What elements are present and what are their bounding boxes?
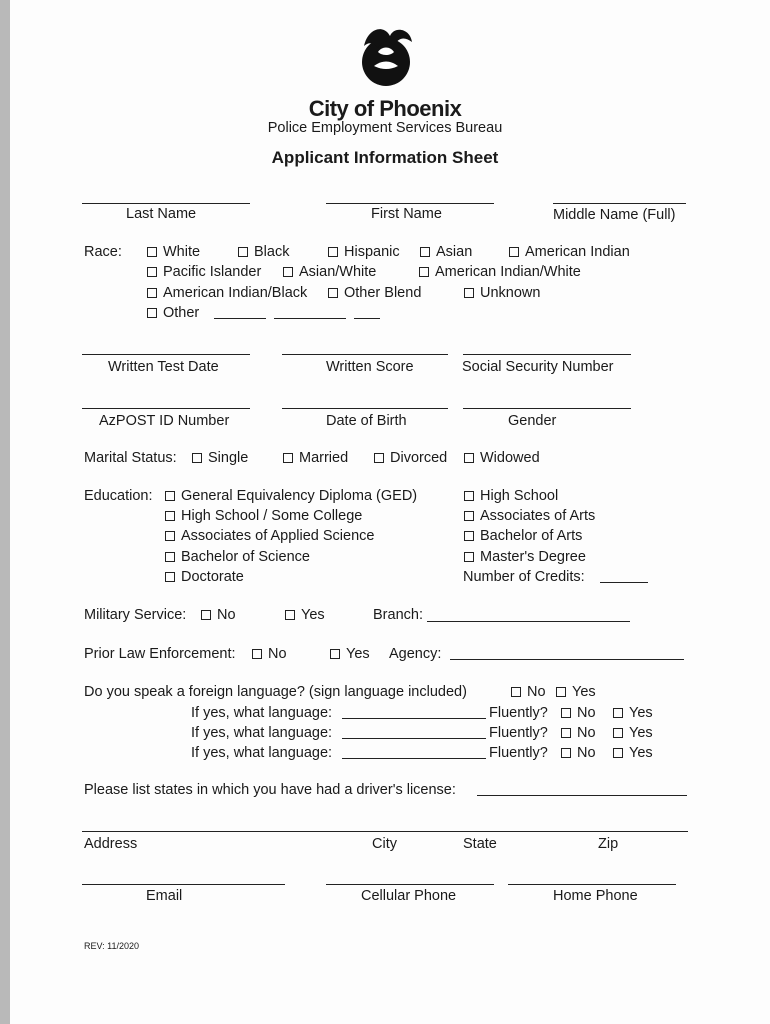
- license-line[interactable]: [477, 795, 687, 796]
- law-no-checkbox[interactable]: No: [252, 645, 287, 663]
- city-name: City of Phoenix: [308, 96, 462, 121]
- law-label: Prior Law Enforcement:: [84, 646, 236, 662]
- azpost-line[interactable]: [82, 408, 250, 409]
- credits-line[interactable]: [600, 582, 648, 583]
- edu-associates-arts-checkbox[interactable]: Associates of Arts: [464, 507, 595, 525]
- ssn-line[interactable]: [463, 354, 631, 355]
- middle-name-line[interactable]: [553, 203, 686, 204]
- language-yes-checkbox[interactable]: Yes: [556, 683, 596, 701]
- race-other-line-1[interactable]: [214, 318, 266, 319]
- language-1-line[interactable]: [342, 718, 486, 719]
- language-3-line[interactable]: [342, 758, 486, 759]
- dob-label: Date of Birth: [326, 413, 407, 429]
- fluently-2-label: Fluently?: [489, 725, 548, 741]
- law-yes-checkbox[interactable]: Yes: [330, 645, 370, 663]
- state-label: State: [463, 836, 497, 852]
- azpost-label: AzPOST ID Number: [99, 413, 230, 429]
- branch-line[interactable]: [427, 621, 630, 622]
- fluently-2-yes-checkbox[interactable]: Yes: [613, 724, 653, 742]
- race-american-indian-checkbox[interactable]: American Indian: [509, 243, 630, 261]
- gender-label: Gender: [508, 413, 557, 429]
- fluently-1-yes-checkbox[interactable]: Yes: [613, 704, 653, 722]
- fluently-1-no-checkbox[interactable]: No: [561, 704, 596, 722]
- military-yes-checkbox[interactable]: Yes: [285, 606, 325, 624]
- race-other-line-2[interactable]: [274, 318, 346, 319]
- last-name-line[interactable]: [82, 203, 250, 204]
- bureau-name: Police Employment Services Bureau: [267, 120, 503, 136]
- fluently-1-label: Fluently?: [489, 705, 548, 721]
- language-3-label: If yes, what language:: [191, 745, 333, 761]
- race-asian-white-checkbox[interactable]: Asian/White: [283, 263, 376, 281]
- language-2-line[interactable]: [342, 738, 486, 739]
- marital-married-checkbox[interactable]: Married: [283, 449, 348, 467]
- marital-label: Marital Status:: [84, 450, 177, 466]
- race-white-checkbox[interactable]: White: [147, 243, 200, 261]
- race-pacific-islander-checkbox[interactable]: Pacific Islander: [147, 263, 261, 281]
- race-unknown-checkbox[interactable]: Unknown: [464, 284, 540, 302]
- edu-high-school-checkbox[interactable]: High School: [464, 487, 558, 505]
- form-title: Applicant Information Sheet: [271, 148, 499, 167]
- ssn-label: Social Security Number: [462, 359, 614, 375]
- fluently-2-no-checkbox[interactable]: No: [561, 724, 596, 742]
- military-no-checkbox[interactable]: No: [201, 606, 236, 624]
- agency-line[interactable]: [450, 659, 684, 660]
- race-american-indian-white-checkbox[interactable]: American Indian/White: [419, 263, 581, 281]
- edu-associates-applied-science-checkbox[interactable]: Associates of Applied Science: [165, 527, 374, 545]
- fluently-3-label: Fluently?: [489, 745, 548, 761]
- race-asian-checkbox[interactable]: Asian: [420, 243, 472, 261]
- marital-widowed-checkbox[interactable]: Widowed: [464, 449, 540, 467]
- written-test-date-line[interactable]: [82, 354, 250, 355]
- edu-ged-checkbox[interactable]: General Equivalency Diploma (GED): [165, 487, 417, 505]
- language-question: Do you speak a foreign language? (sign language included): [84, 684, 467, 700]
- first-name-line[interactable]: [326, 203, 494, 204]
- fluently-3-no-checkbox[interactable]: No: [561, 744, 596, 762]
- race-other-checkbox[interactable]: Other: [147, 304, 199, 322]
- email-label: Email: [146, 888, 183, 904]
- cell-phone-label: Cellular Phone: [361, 888, 457, 904]
- marital-single-checkbox[interactable]: Single: [192, 449, 248, 467]
- education-label: Education:: [84, 488, 153, 504]
- language-no-checkbox[interactable]: No: [511, 683, 546, 701]
- fluently-3-yes-checkbox[interactable]: Yes: [613, 744, 653, 762]
- race-other-blend-checkbox[interactable]: Other Blend: [328, 284, 421, 302]
- edu-doctorate-checkbox[interactable]: Doctorate: [165, 568, 244, 586]
- written-score-label: Written Score: [326, 359, 414, 375]
- race-black-checkbox[interactable]: Black: [238, 243, 289, 261]
- race-label: Race:: [84, 244, 122, 260]
- race-hispanic-checkbox[interactable]: Hispanic: [328, 243, 400, 261]
- military-label: Military Service:: [84, 607, 187, 623]
- written-test-date-label: Written Test Date: [108, 359, 219, 375]
- race-american-indian-black-checkbox[interactable]: American Indian/Black: [147, 284, 307, 302]
- email-line[interactable]: [82, 884, 285, 885]
- race-other-line-3[interactable]: [354, 318, 380, 319]
- home-phone-label: Home Phone: [553, 888, 638, 904]
- address-label: Address: [84, 836, 138, 852]
- city-label: City: [372, 836, 397, 852]
- written-score-line[interactable]: [282, 354, 448, 355]
- license-question: Please list states in which you have had a driver's license:: [84, 782, 456, 798]
- zip-label: Zip: [598, 836, 619, 852]
- edu-masters-checkbox[interactable]: Master's Degree: [464, 548, 586, 566]
- gender-line[interactable]: [463, 408, 631, 409]
- home-phone-line[interactable]: [508, 884, 676, 885]
- edu-bachelor-arts-checkbox[interactable]: Bachelor of Arts: [464, 527, 582, 545]
- first-name-label: First Name: [371, 206, 442, 222]
- agency-label: Agency:: [389, 646, 442, 662]
- language-1-label: If yes, what language:: [191, 705, 333, 721]
- credits-label: Number of Credits:: [463, 569, 585, 585]
- edu-some-college-checkbox[interactable]: High School / Some College: [165, 507, 362, 525]
- last-name-label: Last Name: [126, 206, 197, 222]
- dob-line[interactable]: [282, 408, 448, 409]
- middle-name-label: Middle Name (Full): [553, 207, 676, 223]
- language-2-label: If yes, what language:: [191, 725, 333, 741]
- phoenix-bird-logo: [354, 22, 418, 88]
- cell-phone-line[interactable]: [326, 884, 494, 885]
- revision-note: REV: 11/2020: [84, 941, 140, 951]
- edu-bachelor-science-checkbox[interactable]: Bachelor of Science: [165, 548, 310, 566]
- branch-label: Branch:: [373, 607, 423, 623]
- marital-divorced-checkbox[interactable]: Divorced: [374, 449, 447, 467]
- address-line[interactable]: [82, 831, 688, 832]
